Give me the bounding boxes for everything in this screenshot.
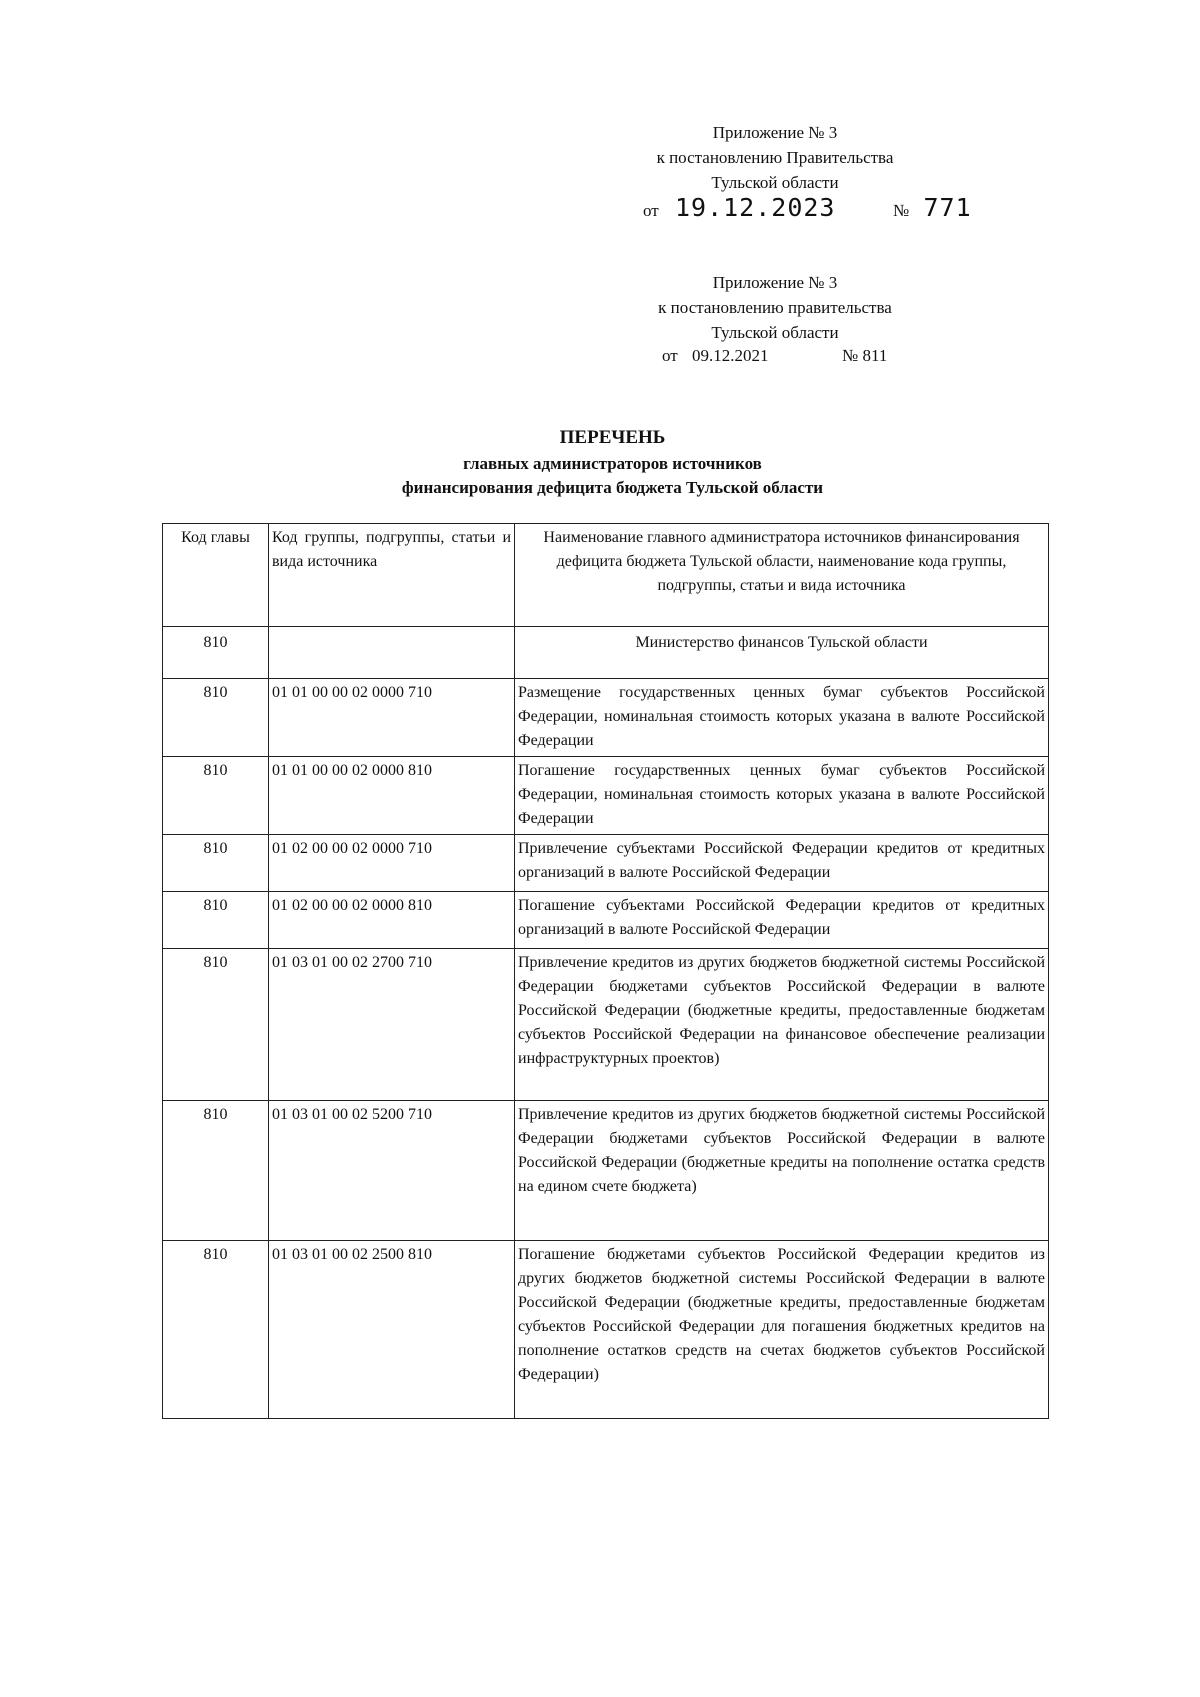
appendix-label: Приложение № 3 [712,273,838,292]
resolution-date-line [643,193,835,222]
resolution-ref: к постановлению Правительства [656,148,894,167]
table-header-row [163,524,1049,627]
appendix-label: Приложение № 3 [712,123,838,142]
row-group-code: 01 02 00 00 02 0000 810 [269,892,515,949]
document-subtitle-2: финансирования дефицита бюджета Тульской области [401,478,824,497]
ministry-row [163,627,1049,679]
table-row [163,835,1049,892]
table-row [163,949,1049,1101]
old-resolution-number-line [842,346,887,366]
resolution-number-line [893,193,972,222]
table-row [163,1101,1049,1241]
number-prefix: № [842,346,859,365]
row-group-code: 01 01 00 00 02 0000 810 [269,757,515,835]
row-code: 810 [163,679,269,757]
region-name: Тульской области [711,173,839,192]
row-name: Привлечение кредитов из других бюджетов бюджетной системы Российской Федерации бюджетами субъектов Российской Федерации в валюте Российской Федерации (бюджетные кредиты на пополнение остатка средств на едином счете бюджета) [515,1101,1049,1241]
row-name: Погашение субъектами Российской Федерации кредитов от кредитных организаций в валюте Российской Федерации [515,892,1049,949]
row-code: 810 [163,757,269,835]
row-group-code: 01 03 01 00 02 2700 710 [269,949,515,1101]
resolution-ref: к постановлению правительства [658,298,892,317]
administrators-table [162,523,1049,1419]
row-group-code: 01 03 01 00 02 2500 810 [269,1241,515,1419]
row-code: 810 [163,949,269,1101]
document-subtitle-1: главных администраторов источников [463,454,762,473]
row-name: Погашение бюджетами субъектов Российской Федерации кредитов из других бюджетов бюджетной системы Российской Федерации в валюте Российской Федерации (бюджетные кредиты, предоставленные бюджетам субъектов Российской Федерации для погашения бюджетных кредитов на пополнение остатков средств на счетах бюджетов субъектов Российской Федерации) [515,1241,1049,1419]
date-prefix: от [662,346,678,365]
table-row [163,679,1049,757]
ministry-name: Министерство финансов Тульской области [515,627,1049,679]
region-name: Тульской области [711,323,839,342]
row-name: Привлечение кредитов из других бюджетов бюджетной системы Российской Федерации бюджетами субъектов Российской Федерации в валюте Российской Федерации (бюджетные кредиты, предоставленные бюджетам субъектов Российской Федерации на финансовое обеспечение реализации инфраструктурных проектов) [515,949,1049,1101]
old-resolution-date: 09.12.2021 [691,346,769,365]
appendix-header-old [605,270,945,345]
row-code: 810 [163,892,269,949]
row-code: 810 [163,1241,269,1419]
resolution-number: 771 [923,193,972,222]
row-name: Привлечение субъектами Российской Федерации кредитов от кредитных организаций в валюте Российской Федерации [515,835,1049,892]
header-code: Код главы [163,524,269,627]
table-row [163,757,1049,835]
date-prefix: от [643,201,659,220]
row-code: 810 [163,1101,269,1241]
row-name: Размещение государственных ценных бумаг субъектов Российской Федерации, номинальная стоимость которых указана в валюте Российской Федерации [515,679,1049,757]
row-group-code: 01 03 01 00 02 5200 710 [269,1101,515,1241]
ministry-group [269,627,515,679]
row-group-code: 01 02 00 00 02 0000 710 [269,835,515,892]
table-row [163,1241,1049,1419]
number-prefix: № [893,201,910,220]
header-group: Код группы, подгруппы, статьи и вида источника [269,524,515,627]
row-code: 810 [163,835,269,892]
header-name: Наименование главного администратора источников финансирования дефицита бюджета Тульской области, наименование кода группы, подгруппы, статьи и вида источника [515,524,1049,627]
table-row [163,892,1049,949]
resolution-date: 19.12.2023 [674,193,836,222]
document-title: ПЕРЕЧЕНЬ [559,427,666,448]
row-name: Погашение государственных ценных бумаг субъектов Российской Федерации, номинальная стоимость которых указана в валюте Российской Федерации [515,757,1049,835]
row-group-code: 01 01 00 00 02 0000 710 [269,679,515,757]
ministry-code: 810 [163,627,269,679]
old-resolution-date-line [662,346,768,366]
appendix-header-new [605,120,945,195]
old-resolution-number: 811 [862,346,888,365]
